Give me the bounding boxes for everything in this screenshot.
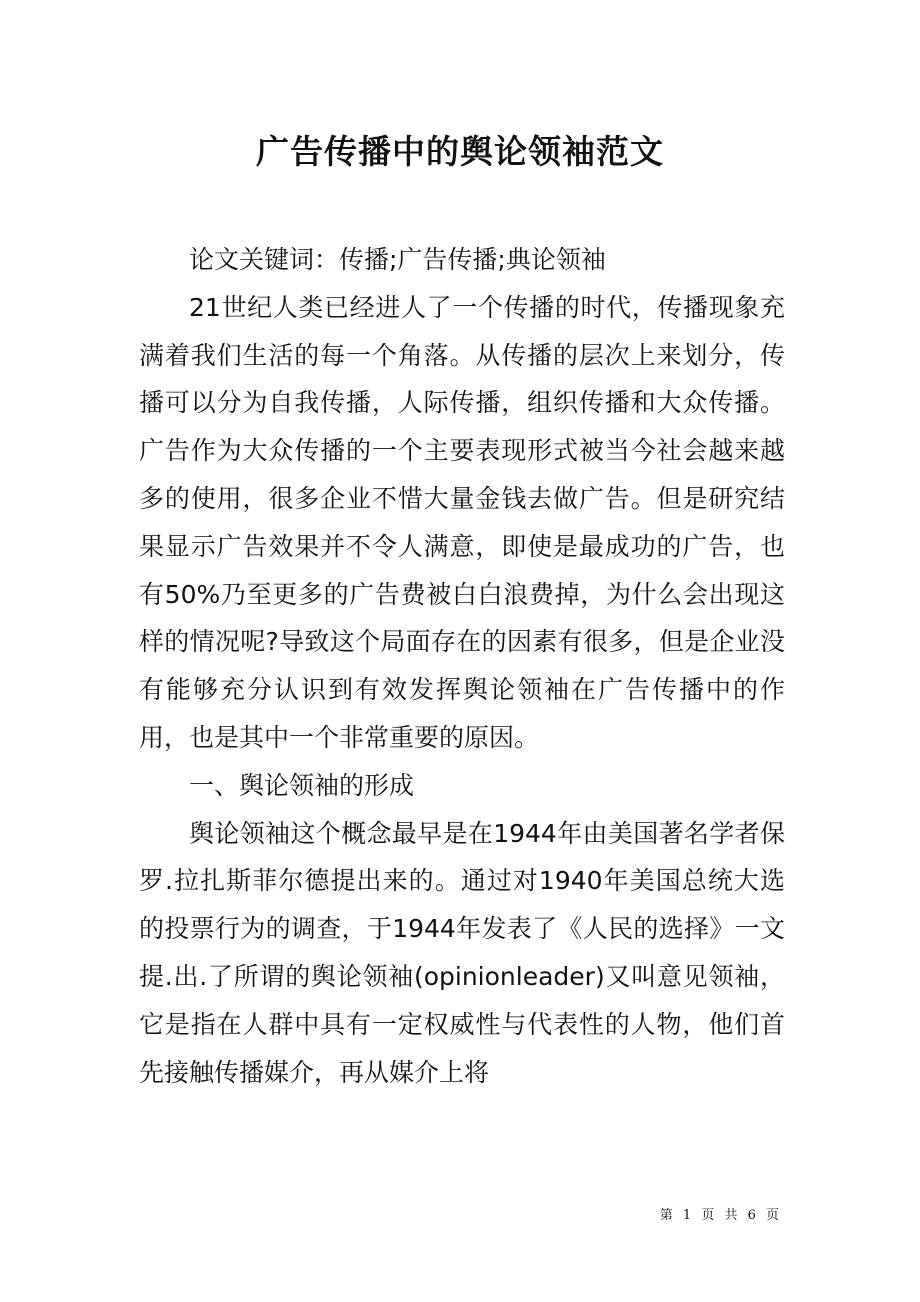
body-paragraph: 舆论领袖这个概念最早是在1944年由美国著名学者保罗.拉扎斯菲尔德提出来的。通过对1940年美国总统大选的投票行为的调查，于1944年发表了《人民的选择》一文提.出.了所谓的舆论领袖(opinionleader)又叫意见领袖，它是指在人群中具有一定权威性与代表性的人物，他们首先接触传播媒介，再从媒介上将 <box>139 818 785 1087</box>
page-footer <box>0 1206 920 1226</box>
keywords-paragraph: 论文关键词：传播;广告传播;典论领袖 <box>189 245 606 274</box>
body-paragraph: 21世纪人类已经进人了一个传播的时代，传播现象充满着我们生活的每一个角落。从传播的层次上来划分，传播可以分为自我传播，人际传播，组织传播和大众传播。广告作为大众传播的一个主要表现形式被当今社会越来越多的使用，很多企业不惜大量金钱去做广告。但是研究结果显示广告效果并不令人满意，即使是最成功的广告，也有50%乃至更多的广告费被白白浪费掉，为什么会出现这样的情况呢?导致这个局面存在的因素有很多，但是企业没有能够充分认识到有效发挥舆论领袖在广告传播中的作用，也是其中一个非常重要的原因。 <box>139 292 785 752</box>
page-number: 第 1 页 共 6 页 <box>659 1208 780 1223</box>
document-title: 广告传播中的舆论领袖范文 <box>256 132 664 171</box>
section-heading: 一、舆论领袖的形成 <box>189 770 415 800</box>
document-body <box>139 236 785 1096</box>
